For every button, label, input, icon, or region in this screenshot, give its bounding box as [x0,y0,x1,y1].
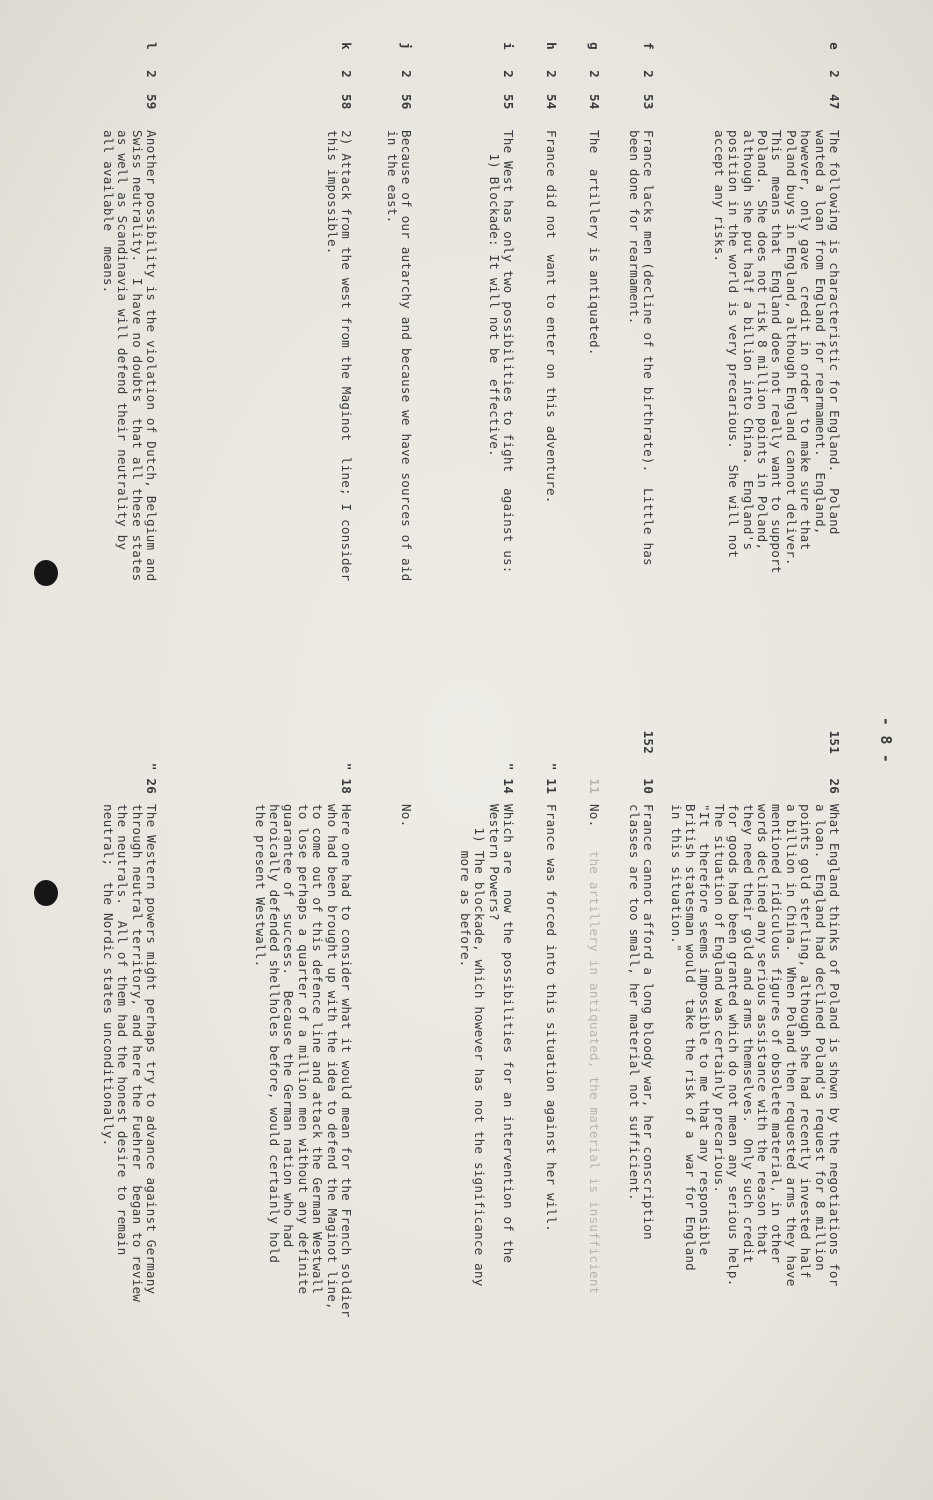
left-text: France did not want to enter on this adventure. [544,130,559,504]
right-text: Here one had to consider what it would mean for the French soldier who had been brought up with the idea to defend the Maginot line, to come out of this defence line and attack the German Westwall to lose perhaps a quarter of a million men without any definite guarantee of success. Because the German nation who had heroically defended shellholes before, would certainly hold the present Westwall. [252,804,354,1318]
paragraph-number: 54 [587,94,602,110]
paragraph-number: 47 [827,94,842,110]
right-text: Which are now the possibilities for an intervention of the Western Powers? 1) The blockade, which however has not the significance any more as before. [457,804,516,1287]
row-letter: h [544,42,559,50]
right-text: France was forced into this situation against her will. [544,804,559,1233]
left-text: France lacks men (decline of the birthrate). Little has been done for rearmament. [626,130,656,566]
row-number: 2 [587,70,602,78]
left-text: Because of our autarchy and because we have sources of aid in the east. [384,130,414,582]
left-text: Another possibility is the violation of Dutch, Belgium and Swiss neutrality. I have no doubts that all these states as well as Scandinavia will defend their neutrality by all available means. [100,130,159,582]
right-page-number: 151 [827,730,842,754]
row-letter: j [399,42,414,50]
row-number: 2 [827,70,842,78]
left-text: The following is characteristic for England. Poland wanted a loan from England for rearmament. England, however, only gave credit in order to make sure that Poland buys in England, although England cannot deliver. This means that England does not really want to support Poland. She does not risk 8 million points in Poland, although she put half a billion into China. England's position in the world is very precarious. She will not accept any risks. [711,130,842,574]
row-letter: f [641,42,656,50]
left-text: 2) Attack from the west from the Maginot line; I consider this impossible. [324,130,354,582]
right-text: France cannot afford a long bloody war, her conscription classes are too small, her material not sufficient. [626,804,656,1240]
row-number: 2 [144,70,159,78]
right-text-main: No. [587,804,602,828]
right-line-number: " 11 [544,762,559,794]
right-line-number: 26 [827,778,842,794]
row-letter: l [144,42,159,50]
paragraph-number: 58 [339,94,354,110]
row-number: 2 [544,70,559,78]
paragraph-number: 53 [641,94,656,110]
row-letter: k [339,42,354,50]
right-line-number: " 26 [144,762,159,794]
paragraph-number: 54 [544,94,559,110]
right-text: The Western powers might perhaps try to advance against Germany through neutral territory, and here the Fuehrer began to review the neutrals. All of them had the honest desire to remain neutral; the Nordic states unconditionally. [100,804,159,1303]
right-text [587,804,601,1464]
left-text: The artillery is antiquated. [587,130,602,356]
row-number: 2 [339,70,354,78]
right-text: No. [399,804,414,828]
paragraph-number: 56 [399,94,414,110]
right-line-number: 10 [641,778,656,794]
right-text: What England thinks of Poland is shown by the negotiations for a loan. England had declined Poland's request for 8 million points gold sterling, although she had recently invested half a billion in China. When Poland then requested arms they have mentioned ridiculous figures of obsolete material, in other words declined any serious assistance with the reason that they need their gold and arms themselves. Only such credit for goods had been granted which do not mean any serious help. The situation of England was certainly precarious. "It therefore seems impossible to me that any responsible British statesman would take the risk of a war for England in this situation." [668,804,842,1287]
right-line-number: " 14 [501,762,516,794]
left-text: The West has only two possibilities to fight against us: 1) Blockade: It will not be effective. [486,130,516,574]
right-text-faint: the artillery in antiquated, the material is insufficient [587,827,602,1295]
right-line-number: 11 [587,778,602,794]
row-number: 2 [399,70,414,78]
row-letter: g [587,42,602,50]
row-letter: i [501,42,516,50]
page-number: - 8 - [877,716,895,764]
row-number: 2 [501,70,516,78]
right-line-number: " 18 [339,762,354,794]
row-letter: e [827,42,842,50]
right-page-number: 152 [641,730,656,754]
paragraph-number: 59 [144,94,159,110]
paragraph-number: 55 [501,94,516,110]
row-number: 2 [641,70,656,78]
